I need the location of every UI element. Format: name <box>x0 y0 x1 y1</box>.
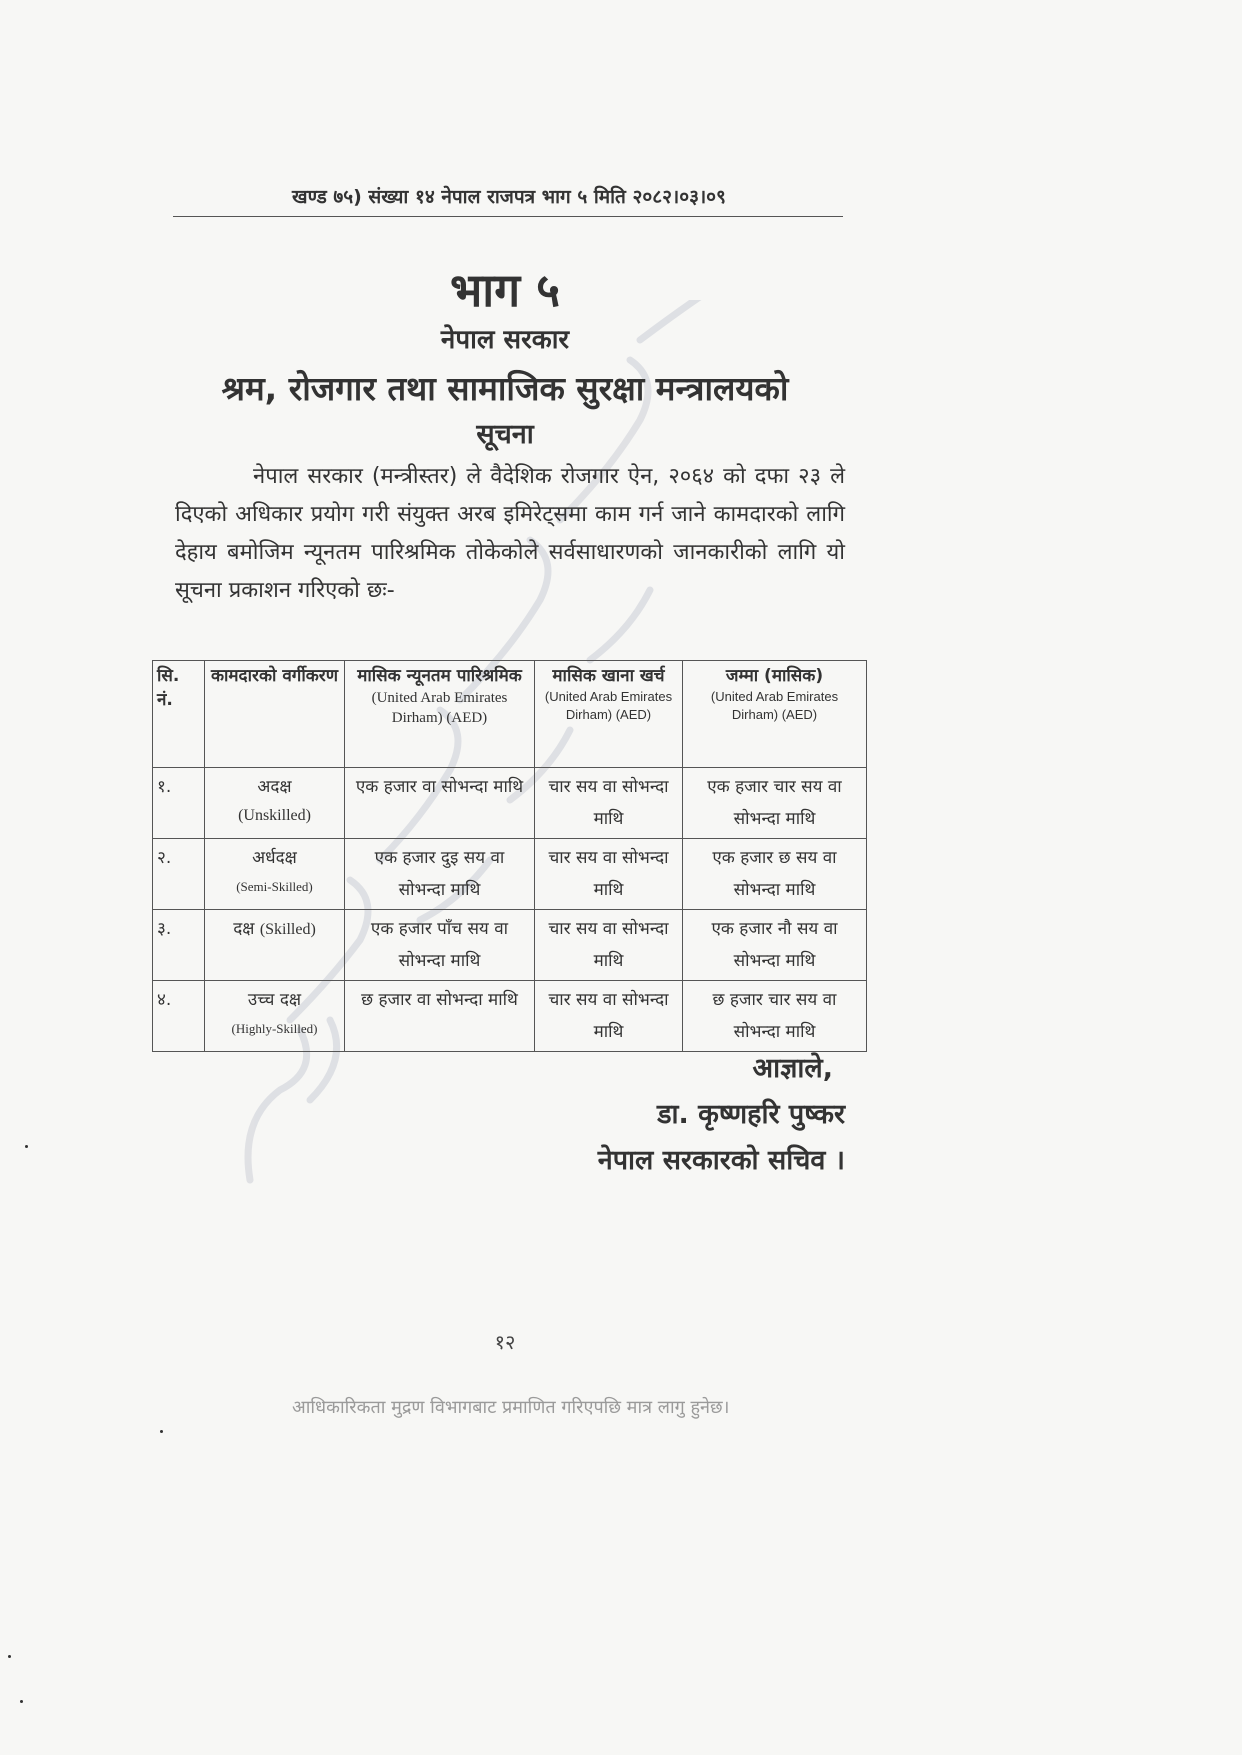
header-minimum-wage: मासिक न्यूनतम पारिश्रमिक (United Arab Emirates Dirham) (AED) <box>345 661 535 768</box>
row-food-allowance: चार सय वा सोभन्दा माथि <box>535 981 683 1052</box>
header-food-currency: (United Arab Emirates Dirham) (AED) <box>544 689 673 722</box>
row-food-allowance: चार सय वा सोभन्दा माथि <box>535 768 683 839</box>
notice-heading: सूचना <box>476 419 534 450</box>
row-minimum-wage: एक हजार दुइ सय वा सोभन्दा माथि <box>345 839 535 910</box>
table-row <box>153 768 867 839</box>
gazette-header: खण्ड ७५) संख्या १४ नेपाल राजपत्र भाग ५ मिति २०८२।०३।०९ <box>292 186 726 208</box>
header-minimum-wage-currency: (United Arab Emirates Dirham) (AED) <box>371 690 508 726</box>
minimum-wage-table <box>152 660 867 1052</box>
footer-disclaimer: आधिकारिकता मुद्रण विभागबाट प्रमाणित गरिएपछि मात्र लागु हुनेछ। <box>292 1397 730 1418</box>
table-header-row <box>153 661 867 768</box>
row-total: एक हजार नौ सय वा सोभन्दा माथि <box>683 910 867 981</box>
header-food-allowance: मासिक खाना खर्च (United Arab Emirates Dirham) (AED) <box>535 661 683 768</box>
header-divider <box>173 216 843 217</box>
table-row <box>153 981 867 1052</box>
header-total-currency: (United Arab Emirates Dirham) (AED) <box>710 689 839 722</box>
row-food-allowance: चार सय वा सोभन्दा माथि <box>535 839 683 910</box>
row-serial-number: १. <box>153 768 205 839</box>
row-category: अदक्ष (Unskilled) <box>205 768 345 839</box>
signatory-name: डा. कृष्णहरि पुष्कर <box>657 1099 845 1130</box>
row-total: एक हजार चार सय वा सोभन्दा माथि <box>683 768 867 839</box>
table-row <box>153 839 867 910</box>
row-minimum-wage: एक हजार वा सोभन्दा माथि <box>345 768 535 839</box>
header-category: कामदारको वर्गीकरण <box>205 661 345 768</box>
ministry-name: श्रम, रोजगार तथा सामाजिक सुरक्षा मन्त्रालयको <box>221 369 789 408</box>
page-number: १२ <box>494 1330 516 1354</box>
row-minimum-wage: छ हजार वा सोभन्दा माथि <box>345 981 535 1052</box>
scan-speck <box>25 1145 28 1148</box>
row-food-allowance: चार सय वा सोभन्दा माथि <box>535 910 683 981</box>
scan-speck <box>20 1700 23 1703</box>
row-serial-number: ३. <box>153 910 205 981</box>
part-title: भाग ५ <box>449 263 561 317</box>
header-total: जम्मा (मासिक) (United Arab Emirates Dirham) (AED) <box>683 661 867 768</box>
scan-speck <box>8 1655 11 1658</box>
row-category: उच्च दक्ष (Highly-Skilled) <box>205 981 345 1052</box>
row-serial-number: ४. <box>153 981 205 1052</box>
row-minimum-wage: एक हजार पाँच सय वा सोभन्दा माथि <box>345 910 535 981</box>
notice-paragraph: नेपाल सरकार (मन्त्रीस्तर) ले वैदेशिक रोजगार ऐन, २०६४ को दफा २३ ले दिएको अधिकार प्रयोग गरी संयुक्त अरब इमिरेट्समा काम गर्न जाने कामदारको लागि देहाय बमोजिम न्यूनतम पारिश्रमिक तोकेकोले सर्वसाधारणको जानकारीको लागि यो सूचना प्रकाशन गरिएको छः- <box>175 464 845 603</box>
row-total: छ हजार चार सय वा सोभन्दा माथि <box>683 981 867 1052</box>
signatory-designation: नेपाल सरकारको सचिव । <box>597 1145 845 1176</box>
table-row <box>153 910 867 981</box>
by-order-label: आज्ञाले, <box>752 1053 833 1084</box>
row-category: अर्धदक्ष (Semi-Skilled) <box>205 839 345 910</box>
government-name: नेपाल सरकार <box>440 325 570 355</box>
header-serial-number: सि. नं. <box>153 661 205 768</box>
row-total: एक हजार छ सय वा सोभन्दा माथि <box>683 839 867 910</box>
row-serial-number: २. <box>153 839 205 910</box>
row-category: दक्ष (Skilled) <box>205 910 345 981</box>
scan-speck <box>160 1430 163 1433</box>
signature-block <box>560 1046 845 1184</box>
